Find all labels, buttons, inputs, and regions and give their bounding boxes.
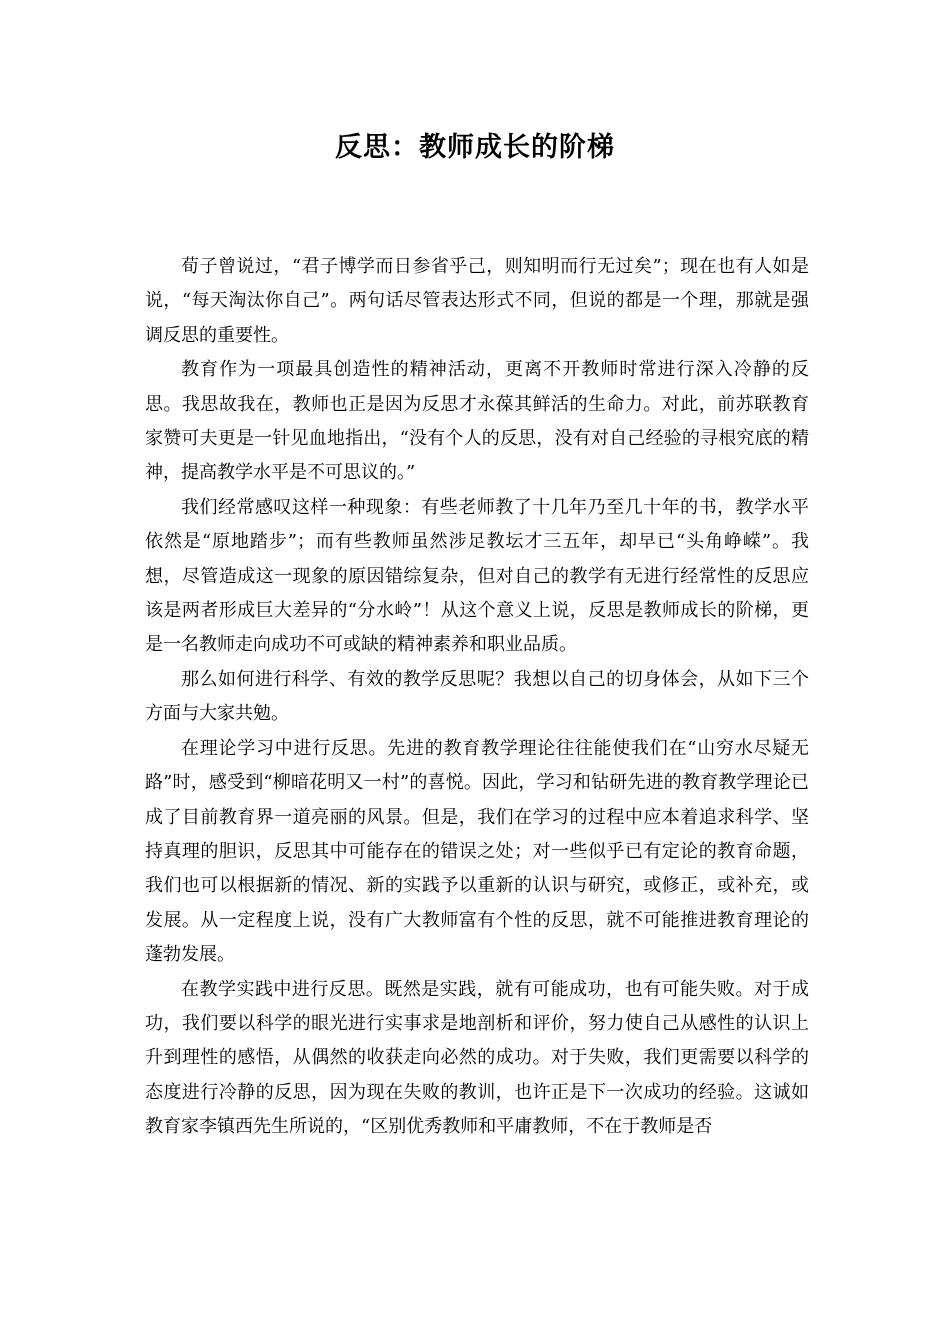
paragraph: 那么如何进行科学、有效的教学反思呢？我想以自己的切身体会，从如下三个方面与大家共勉。 xyxy=(145,668,809,725)
document-title: 反思：教师成长的阶梯 xyxy=(335,132,615,163)
document-body xyxy=(145,250,809,1145)
paragraph: 在理论学习中进行反思。先进的教育教学理论往往能使我们在“山穷水尽疑无路”时，感受到“柳暗花明又一村”的喜悦。因此，学习和钻研先进的教育教学理论已成了目前教育界一道亮丽的风景。但是，我们在学习的过程中应本着追求科学、坚持真理的胆识，反思其中可能存在的错误之处；对一些似乎已有定论的教育命题，我们也可以根据新的情况、新的实践予以重新的认识与研究，或修正，或补充，或发展。从一定程度上说，没有广大教师富有个性的反思，就不可能推进教育理论的蓬勃发展。 xyxy=(145,737,809,966)
paragraph: 教育作为一项最具创造性的精神活动，更离不开教师时常进行深入冷静的反思。我思故我在，教师也正是因为反思才永葆其鲜活的生命力。对此，前苏联教育家赞可夫更是一针见血地指出，“没有个人的反思，没有对自己经验的寻根究底的精神，提高教学水平是不可思议的。” xyxy=(145,359,809,484)
paragraph: 荀子曾说过，“君子博学而日参省乎己，则知明而行无过矣”；现在也有人如是说，“每天淘汰你自己”。两句话尽管表达形式不同，但说的都是一个理，那就是强调反思的重要性。 xyxy=(145,256,809,346)
paragraph: 我们经常感叹这样一种现象：有些老师教了十几年乃至几十年的书，教学水平依然是“原地踏步”；而有些教师虽然涉足教坛才三五年，却早已“头角峥嵘”。我想，尽管造成这一现象的原因错综复杂，但对自己的教学有无进行经常性的反思应该是两者形成巨大差异的“分水岭”！从这个意义上说，反思是教师成长的阶梯，更是一名教师走向成功不可或缺的精神素养和职业品质。 xyxy=(145,496,809,656)
paragraph: 在教学实践中进行反思。既然是实践，就有可能成功，也有可能失败。对于成功，我们要以科学的眼光进行实事求是地剖析和评价，努力使自己从感性的认识上升到理性的感悟，从偶然的收获走向必然的成功。对于失败，我们更需要以科学的态度进行冷静的反思，因为现在失败的教训，也许正是下一次成功的经验。这诚如教育家李镇西先生所说的，“区别优秀教师和平庸教师，不在于教师是否 xyxy=(145,978,809,1138)
